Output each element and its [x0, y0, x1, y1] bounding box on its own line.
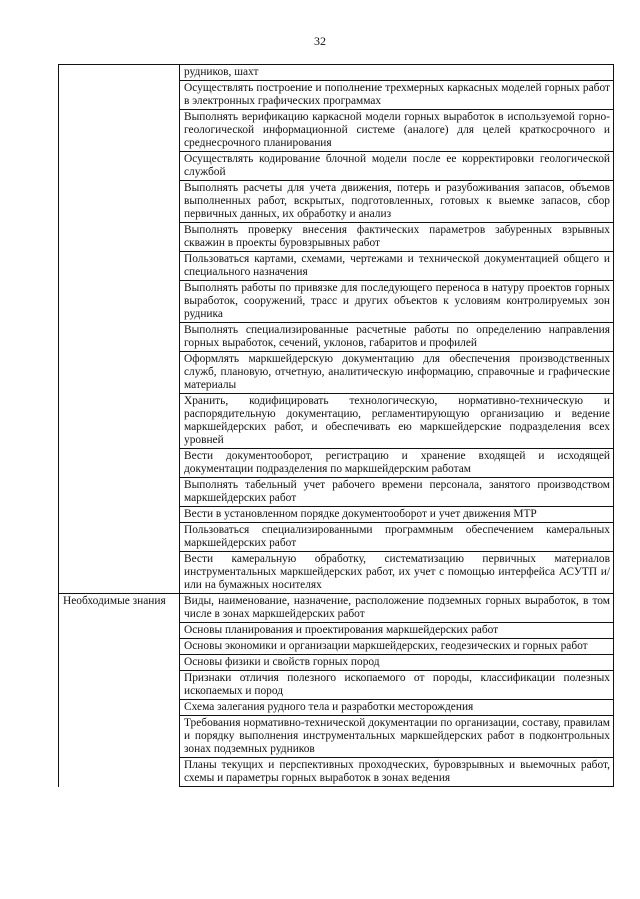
requirement-item: Выполнять табельный учет рабочего времени персонала, занятого производством маркшейдерских работ: [180, 478, 614, 507]
requirement-item: рудников, шахт: [180, 65, 614, 81]
requirement-item: Выполнять расчеты для учета движения, потерь и разубоживания запасов, объемов выполненных работ, вскрытых, подготовленных, готовых к выемке запасов, сбор первичных данных, их обработку и анализ: [180, 181, 614, 223]
requirement-item: Планы текущих и перспективных проходческих, буровзрывных и выемочных работ, схемы и параметры горных выработок в зонах ведения: [180, 758, 614, 787]
section-label: Необходимые знания: [59, 594, 180, 787]
table-row: [59, 594, 614, 623]
requirement-item: Оформлять маркшейдерскую документацию для обеспечения производственных служб, плановую, отчетную, аналитическую информацию, справочные и графические материалы: [180, 352, 614, 394]
requirement-item: Осуществлять кодирование блочной модели после ее корректировки геологической службой: [180, 152, 614, 181]
requirement-item: Требования нормативно-технической документации по организации, составу, правилам и порядку выполнения инструментальных маркшейдерских работ в подконтрольных зонах подземных рудников: [180, 716, 614, 758]
requirement-item: Осуществлять построение и пополнение трехмерных каркасных моделей горных работ в электронных графических программах: [180, 81, 614, 110]
table-row: [59, 65, 614, 81]
requirement-item: Схема залегания рудного тела и разработки месторождения: [180, 700, 614, 716]
requirement-item: Выполнять работы по привязке для последующего переноса в натуру проектов горных выработок, сооружений, трасс и других объектов к условиям контролируемых зон рудника: [180, 281, 614, 323]
page-number: 32: [314, 34, 326, 48]
requirement-item: Вести документооборот, регистрацию и хранение входящей и исходящей документации подразделения по маркшейдерским работам: [180, 449, 614, 478]
requirement-item: Основы планирования и проектирования маркшейдерских работ: [180, 623, 614, 639]
requirement-item: Вести в установленном порядке документооборот и учет движения МТР: [180, 507, 614, 523]
requirement-item: Основы экономики и организации маркшейдерских, геодезических и горных работ: [180, 639, 614, 655]
requirement-item: Хранить, кодифицировать технологическую, нормативно-техническую и распорядительную документацию, регламентирующую организацию и ведение маркшейдерских работ, и обеспечивать ею маркшейдерские подразделения всех уровней: [180, 394, 614, 449]
requirement-item: Основы физики и свойств горных пород: [180, 655, 614, 671]
requirement-item: Выполнять специализированные расчетные работы по определению направления горных выработок, сечений, уклонов, габаритов и профилей: [180, 323, 614, 352]
requirement-item: Виды, наименование, назначение, расположение подземных горных выработок, в том числе в зонах маркшейдерских работ: [180, 594, 614, 623]
competency-table: [58, 64, 614, 787]
requirement-item: Выполнять верификацию каркасной модели горных выработок в используемой горно-геологической информационной системе (аналоге) для целей краткосрочного и среднесрочного планирования: [180, 110, 614, 152]
requirement-item: Выполнять проверку внесения фактических параметров забуренных взрывных скважин в проекты буровзрывных работ: [180, 223, 614, 252]
section-label: [59, 65, 180, 594]
requirement-item: Вести камеральную обработку, систематизацию первичных материалов инструментальных маркшейдерских работ, их учет с помощью интерфейса АСУТП и/или на бумажных носителях: [180, 552, 614, 594]
requirement-item: Признаки отличия полезного ископаемого от породы, классификации полезных ископаемых и пород: [180, 671, 614, 700]
table-body: [59, 65, 614, 787]
requirement-item: Пользоваться специализированными программным обеспечением камеральных маркшейдерских работ: [180, 523, 614, 552]
requirement-item: Пользоваться картами, схемами, чертежами и технической документацией общего и специального назначения: [180, 252, 614, 281]
